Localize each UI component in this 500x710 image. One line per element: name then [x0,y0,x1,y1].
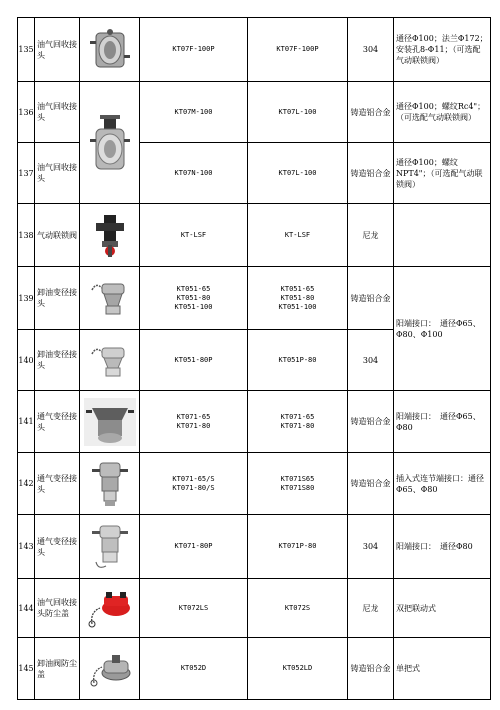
row-number: 137 [18,143,35,204]
model-a: KT071-80P [140,515,248,579]
model-a: KT072LS [140,579,248,638]
row-number: 142 [18,453,35,515]
model-b: KT071P-80 [248,515,348,579]
material: 铸造铝合金 [348,267,394,330]
model-a: KT071-65 KT071-80 [140,391,248,453]
note: 阳端接口： 通径Φ80 [394,515,491,579]
product-table [17,17,491,700]
row-number: 135 [18,18,35,82]
table-row [18,204,491,267]
table-row [18,267,491,330]
model-a: KT07M-100 [140,82,248,143]
note: 通径Φ100；螺纹Rc4"；（可选配气动联锁阀） [394,82,491,143]
dust-cap-icon [80,638,140,700]
material: 304 [348,330,394,391]
model-b: KT052LD [248,638,348,700]
model-a: KT07N-100 [140,143,248,204]
material: 铸造铝合金 [348,638,394,700]
material: 铸造铝合金 [348,82,394,143]
row-number: 141 [18,391,35,453]
table-row [18,391,491,453]
model-a: KT051-65 KT051-80 KT051-100 [140,267,248,330]
table-row [18,453,491,515]
material: 304 [348,515,394,579]
model-a: KT-LSF [140,204,248,267]
material: 尼龙 [348,579,394,638]
material: 铸造铝合金 [348,453,394,515]
product-name: 通气变径接头 [35,453,80,515]
model-b: KT051P-80 [248,330,348,391]
product-name: 通气变径接头 [35,391,80,453]
row-number: 144 [18,579,35,638]
model-b: KT07F-100P [248,18,348,82]
reducer-coupler-steel-icon [80,330,140,391]
product-name: 卸油变径接头 [35,267,80,330]
insert-coupler-icon [80,453,140,515]
row-number: 145 [18,638,35,700]
note: 插入式连节端接口：通径 Φ65、Φ80 [394,453,491,515]
note: 通径Φ100；法兰Φ172；安装孔8-Φ11；（可选配气动联锁阀） [394,18,491,82]
product-name: 油气回收接头 [35,82,80,143]
pneumatic-valve-icon [80,204,140,267]
model-a: KT071-65/S KT071-80/S [140,453,248,515]
product-name: 油气回收接头 [35,143,80,204]
model-b: KT051-65 KT051-80 KT051-100 [248,267,348,330]
material: 304 [348,18,394,82]
product-name: 卸油阀防尘盖 [35,638,80,700]
note [394,204,491,267]
table-row [18,638,491,700]
note: 双把联动式 [394,579,491,638]
note: 单把式 [394,638,491,700]
row-number: 140 [18,330,35,391]
row-number: 143 [18,515,35,579]
flange-coupler-icon [80,18,140,82]
product-name: 油气回收接头 [35,18,80,82]
model-b: KT071-65 KT071-80 [248,391,348,453]
vent-reducer-icon [80,391,140,453]
note: 阳端接口： 通径Φ65、Φ80、Φ100 [394,267,491,391]
material: 尼龙 [348,204,394,267]
product-name: 气动联锁阀 [35,204,80,267]
model-b: KT-LSF [248,204,348,267]
product-name: 卸油变径接头 [35,330,80,391]
model-b: KT072S [248,579,348,638]
model-b: KT071S65 KT071S80 [248,453,348,515]
table-row [18,18,491,82]
product-name: 油气回收接头防尘盖 [35,579,80,638]
row-number: 138 [18,204,35,267]
table-row [18,579,491,638]
vent-coupler-steel-icon [80,515,140,579]
vapor-coupler-icon [80,82,140,204]
note: 通径Φ100；螺纹NPT4"；（可选配气动联锁阀） [394,143,491,204]
row-number: 139 [18,267,35,330]
model-b: KT07L-100 [248,143,348,204]
model-a: KT051-80P [140,330,248,391]
row-number: 136 [18,82,35,143]
table-row [18,82,491,143]
product-name: 通气变径接头 [35,515,80,579]
model-a: KT07F-100P [140,18,248,82]
table-row [18,515,491,579]
model-b: KT07L-100 [248,82,348,143]
dust-cap-red-icon [80,579,140,638]
model-a: KT052D [140,638,248,700]
material: 铸造铝合金 [348,391,394,453]
reducer-cam-coupler-icon [80,267,140,330]
material: 铸造铝合金 [348,143,394,204]
product-sheet [17,17,491,700]
note: 阳端接口： 通径Φ65、Φ80 [394,391,491,453]
